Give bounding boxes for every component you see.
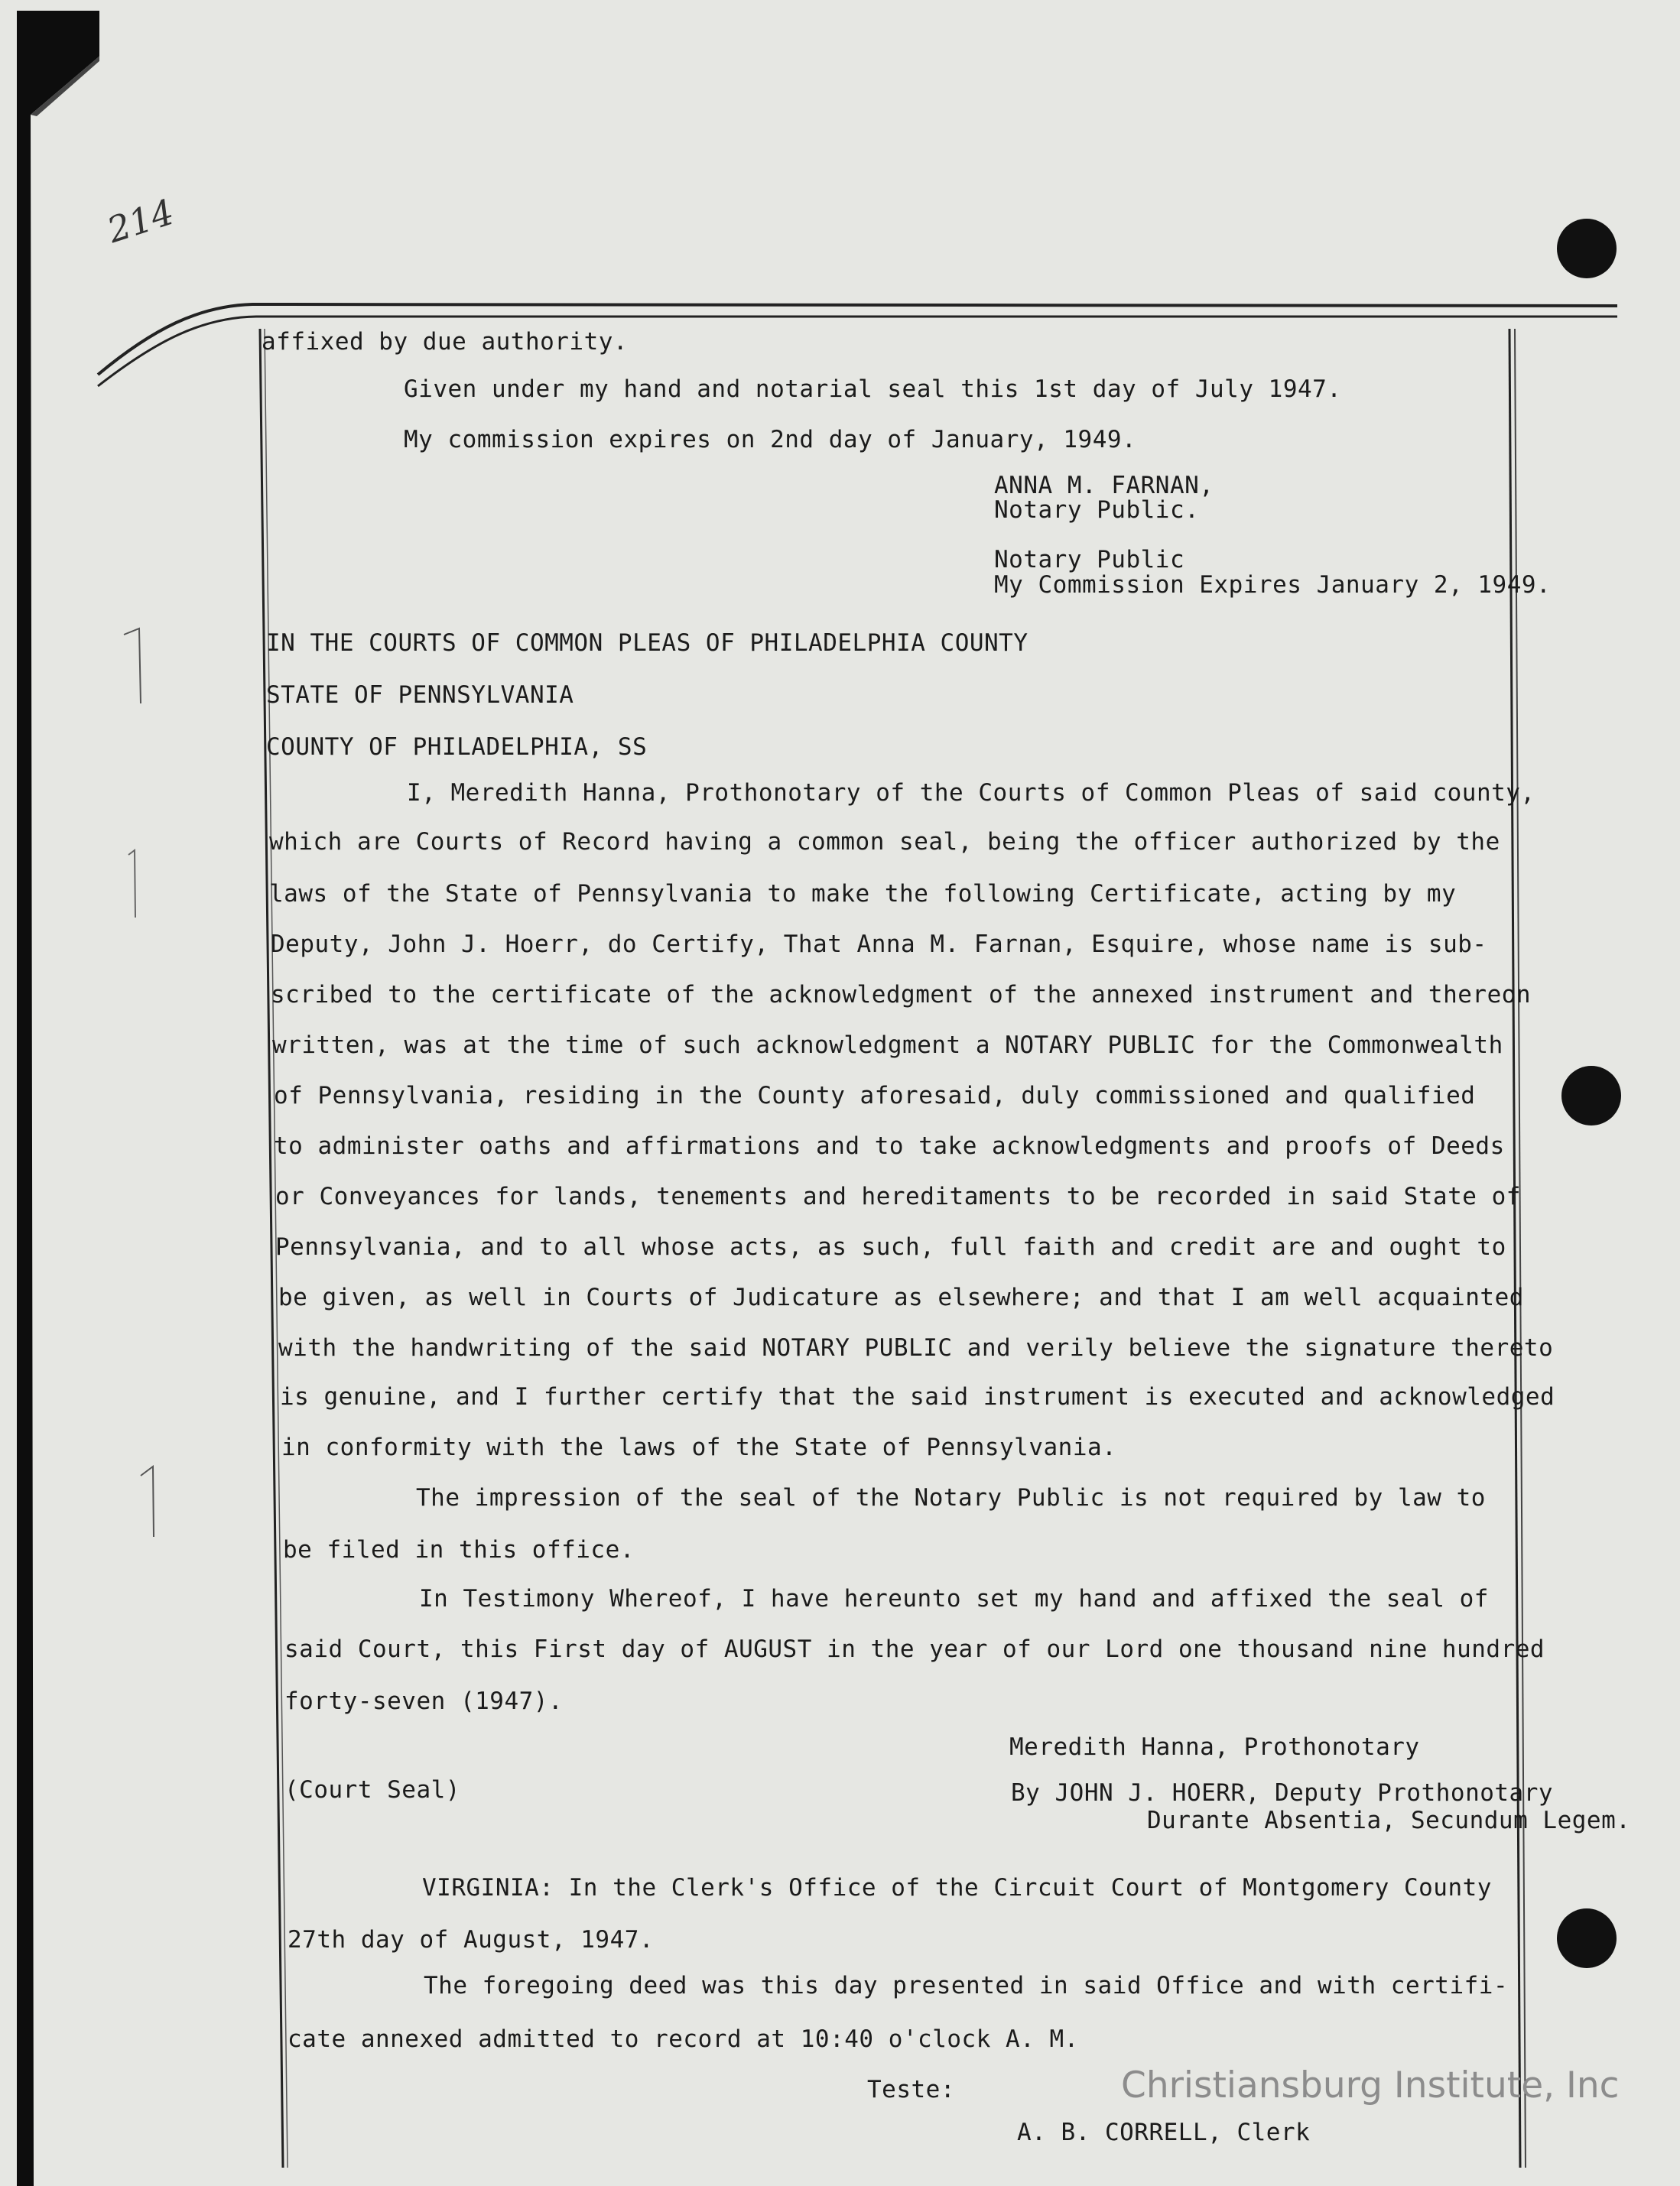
- text-line: be filed in this office.: [283, 1536, 635, 1564]
- text-line: The foregoing deed was this day presented in said Office and with certifi-: [424, 1972, 1509, 1999]
- text-line: (Court Seal): [284, 1776, 460, 1804]
- text-line: I, Meredith Hanna, Prothonotary of the Courts of Common Pleas of said county,: [407, 779, 1535, 807]
- text-line: is genuine, and I further certify that the said instrument is executed and acknowledged: [280, 1383, 1555, 1411]
- handwritten-page-number: 214: [102, 190, 180, 252]
- text-line: Pennsylvania, and to all whose acts, as such, full faith and credit are and ought to: [275, 1233, 1506, 1261]
- text-line: Notary Public.: [994, 496, 1200, 524]
- text-line: or Conveyances for lands, tenements and hereditaments to be recorded in said State of: [275, 1183, 1521, 1210]
- punch-hole-bottom: [1557, 1908, 1617, 1968]
- text-line: 27th day of August, 1947.: [288, 1926, 655, 1954]
- text-line: VIRGINIA: In the Clerk's Office of the Circuit Court of Montgomery County: [422, 1874, 1492, 1902]
- text-line: in conformity with the laws of the State of Pennsylvania.: [281, 1434, 1117, 1461]
- punch-hole-top: [1557, 219, 1617, 278]
- text-line: Durante Absentia, Secundum Legem.: [1147, 1807, 1631, 1834]
- text-line: which are Courts of Record having a common seal, being the officer authorized by the: [269, 828, 1500, 856]
- text-line: In Testimony Whereof, I have hereunto set my hand and affixed the seal of: [419, 1585, 1489, 1613]
- text-line: scribed to the certificate of the acknowledgment of the annexed instrument and thereon: [271, 981, 1532, 1009]
- text-line: of Pennsylvania, residing in the County aforesaid, duly commissioned and qualified: [274, 1082, 1476, 1109]
- text-line: Notary Public: [994, 546, 1185, 573]
- text-line: be given, as well in Courts of Judicature as elsewhere; and that I am well acquainted: [278, 1284, 1524, 1311]
- watermark: Christiansburg Institute, Inc: [1121, 2064, 1620, 2106]
- text-line: My Commission Expires January 2, 1949.: [994, 571, 1552, 599]
- text-line: ANNA M. FARNAN,: [994, 472, 1214, 499]
- text-line: laws of the State of Pennsylvania to make the following Certificate, acting by my: [269, 880, 1457, 908]
- text-line: cate annexed admitted to record at 10:40 o'clock A. M.: [288, 2025, 1079, 2053]
- text-line: The impression of the seal of the Notary Public is not required by law to: [416, 1484, 1486, 1512]
- text-line: Given under my hand and notarial seal this 1st day of July 1947.: [404, 375, 1342, 403]
- text-line: to administer oaths and affirmations and to take acknowledgments and proofs of Deeds: [274, 1132, 1505, 1160]
- text-line: Deputy, John J. Hoerr, do Certify, That Anna M. Farnan, Esquire, whose name is sub-: [271, 931, 1487, 958]
- text-line: with the handwriting of the said NOTARY PUBLIC and verily believe the signature thereto: [278, 1334, 1554, 1362]
- text-line: Meredith Hanna, Prothonotary: [1009, 1733, 1420, 1761]
- text-line: forty-seven (1947).: [284, 1687, 564, 1715]
- text-line: affixed by due authority.: [262, 328, 629, 356]
- text-line: STATE OF PENNSYLVANIA: [266, 681, 574, 709]
- text-line: IN THE COURTS OF COMMON PLEAS OF PHILADELPHIA COUNTY: [266, 629, 1028, 657]
- text-line: My commission expires on 2nd day of January, 1949.: [404, 426, 1137, 453]
- punch-hole-middle: [1561, 1066, 1621, 1125]
- text-line: COUNTY OF PHILADELPHIA, SS: [266, 733, 648, 761]
- text-line: said Court, this First day of AUGUST in the year of our Lord one thousand nine hundred: [284, 1635, 1545, 1663]
- text-line: written, was at the time of such acknowledgment a NOTARY PUBLIC for the Commonwealth: [272, 1031, 1503, 1059]
- text-line: By JOHN J. HOERR, Deputy Prothonotary: [1011, 1779, 1554, 1807]
- text-line: A. B. CORRELL, Clerk: [1017, 2119, 1311, 2146]
- text-line: Teste:: [867, 2076, 955, 2103]
